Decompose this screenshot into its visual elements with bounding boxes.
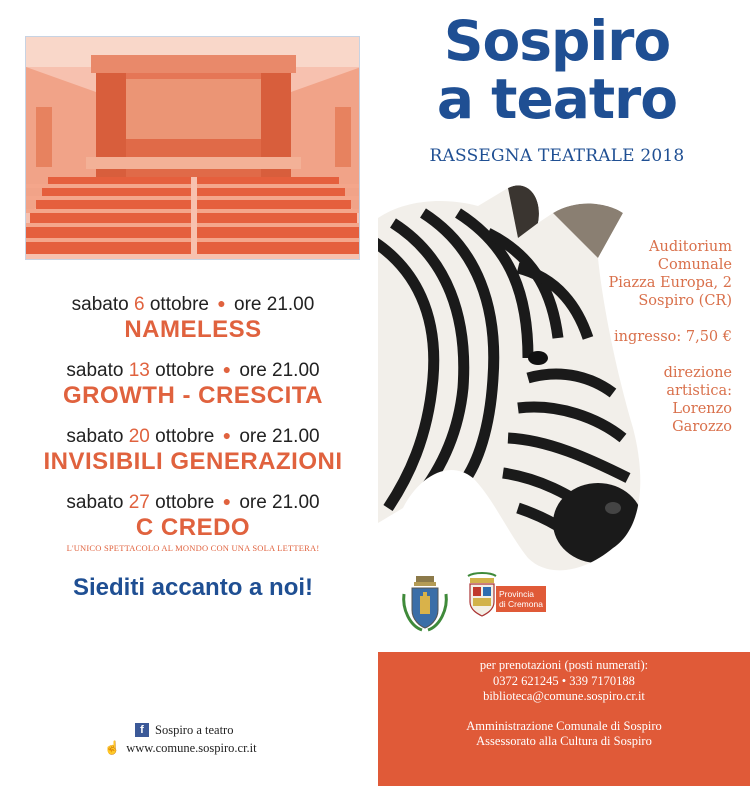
event-time: ore 21.00 [234,294,315,315]
hand-pointer-icon: ☝ [104,740,121,755]
event-time: ore 21.00 [239,426,320,447]
title-line2: a teatro [436,67,678,131]
director-name-line2: Garozzo [672,419,732,435]
title-line1: Sospiro [443,9,671,73]
poster-subtitle: RASSEGNA TEATRALE 2018 [429,146,685,166]
direction-label-line2: artistica: [666,383,732,399]
bullet-icon: ● [222,361,232,377]
event-month: ottobre [155,360,215,381]
facebook-link[interactable]: Sospiro a teatro [155,723,234,737]
event-1 [18,292,368,344]
provincia-label-line1: Provincia [499,589,534,599]
event-day-number: 27 [128,492,150,513]
venue-name-line2: Comunale [657,257,732,273]
event-day-number: 13 [128,360,150,381]
provincia-label-line2: di Cremona [499,599,543,609]
event-date [18,490,368,514]
booking-email[interactable]: biblioteca@comune.sospiro.cr.it [483,689,645,703]
event-month: ottobre [149,294,209,315]
event-day: sabato [66,426,124,447]
event-day: sabato [66,492,124,513]
website-link[interactable]: www.comune.sospiro.cr.it [126,741,257,755]
event-date [18,292,368,316]
slogan: Siediti accanto a noi! [72,574,314,601]
provincia-cremona-logo [464,572,548,618]
event-date [18,358,368,382]
organizer-line1: Amministrazione Comunale di Sospiro [466,718,662,733]
ticket-price: ingresso: 7,50 € [614,329,732,345]
bullet-icon: ● [222,493,232,509]
booking-band [378,652,750,786]
direction-label-line1: direzione [663,365,732,381]
event-title: NAMELESS [124,316,262,343]
facebook-icon: f [135,723,149,737]
event-day-number: 20 [128,426,150,447]
provincia-label [496,586,546,612]
footer-links [100,721,300,757]
bullet-icon: ● [217,295,226,311]
event-4 [18,490,368,553]
event-day: sabato [66,360,124,381]
event-date [18,424,368,448]
event-day: sabato [71,294,129,315]
event-month: ottobre [155,492,215,513]
event-time: ore 21.00 [239,360,320,381]
poster-title [392,9,722,131]
event-title: GROWTH - CRESCITA [62,382,324,409]
organizer-line2: Assessorato alla Cultura di Sospiro [476,734,652,748]
event-tagline: L'UNICO SPETTACOLO AL MONDO CON UNA SOLA LETTERA! [66,543,320,553]
venue-name-line1: Auditorium [649,239,732,255]
venue-address-line2: Sospiro (CR) [638,293,732,309]
venue-address-line1: Piazza Europa, 2 [608,275,732,291]
booking-phones: 0372 621245 • 339 7170188 [493,673,635,688]
bullet-icon: ● [222,427,232,443]
event-title: C CREDO [135,514,251,541]
event-2 [18,358,368,410]
director-name-line1: Lorenzo [672,401,732,417]
event-title: INVISIBILI GENERAZIONI [43,448,343,475]
booking-heading: per prenotazioni (posti numerati): [479,658,649,672]
event-month: ottobre [155,426,215,447]
comune-crest-logo [400,574,450,638]
event-3 [18,424,368,476]
venue-info [582,238,732,436]
theatre-photo [25,36,360,260]
event-day-number: 6 [133,294,145,315]
event-time: ore 21.00 [239,492,320,513]
